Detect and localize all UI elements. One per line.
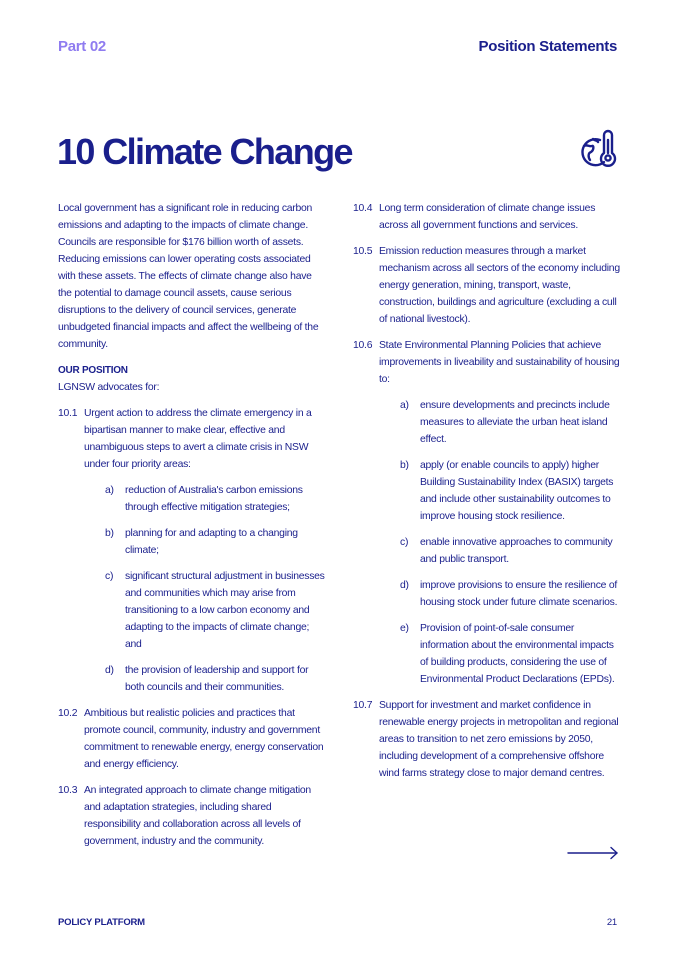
item-text: Long term consideration of climate change issues across all government functions and services. [379, 203, 596, 231]
sub-letter: e) [400, 623, 409, 634]
sub-item-d [105, 662, 326, 696]
item-number: 10.3 [58, 785, 78, 796]
item-number: 10.5 [353, 246, 373, 257]
item-text: Emission reduction measures through a market mechanism across all sectors of the economy including energy generation, mining, transport, waste, construction, buildings and agriculture (excluding a cull of national livestock). [379, 246, 620, 325]
item-text: Support for investment and market confidence in renewable energy projects in metropolitan and regional areas to transition to net zero emissions by 2050, including development of a comprehensive offshore wind farms strategy close to major demand centres. [379, 700, 619, 779]
sub-letter: d) [105, 665, 114, 676]
item-10-4 [353, 200, 623, 234]
sub-letter: c) [400, 537, 409, 548]
position-heading: OUR POSITION [58, 365, 128, 376]
item-text: State Environmental Planning Policies that achieve improvements in liveability and sustainability of housing to: [379, 340, 620, 385]
sub-letter: b) [400, 460, 409, 471]
left-column [58, 200, 326, 859]
item-10-5 [353, 243, 623, 328]
sub-letter: b) [105, 528, 114, 539]
item-10-1 [58, 405, 326, 696]
sub-letter: a) [105, 485, 114, 496]
item-number: 10.1 [58, 408, 78, 419]
sub-item-b [105, 525, 326, 559]
item-number: 10.4 [353, 203, 373, 214]
item-number: 10.2 [58, 708, 78, 719]
sub-item-d [400, 577, 623, 611]
sub-item-b [400, 457, 623, 525]
sub-item-a [105, 482, 326, 516]
sub-text: ensure developments and precincts include measures to alleviate the urban heat island effect. [420, 400, 610, 445]
sub-text: improve provisions to ensure the resilience of housing stock under future climate scenarios. [420, 580, 618, 608]
item-text: Urgent action to address the climate emergency in a bipartisan manner to make clear, effective and unambiguous steps to avert a climate crisis in NSW under four priority areas: [84, 408, 312, 470]
sub-text: significant structural adjustment in businesses and communities which may arise from transitioning to a low carbon economy and adapting to the impacts of climate change; and [125, 571, 325, 650]
item-10-7 [353, 697, 623, 782]
footer-label: POLICY PLATFORM [58, 917, 145, 928]
intro-paragraph: Local government has a significant role in reducing carbon emissions and adapting to the impacts of climate change. Councils are responsible for $176 billion worth of assets. Reducing emissions can lower operating costs associated with these assets. The effects of climate change also have the potential to damage council assets, cause serious disruptions to the delivery of council services, generate unbudgeted financial impacts and affect the wellbeing of the community. [58, 203, 319, 350]
sub-item-e [400, 620, 623, 688]
item-text: An integrated approach to climate change mitigation and adaptation strategies, including shared responsibility and collaboration across all levels of government, industry and the community. [84, 785, 311, 847]
sub-letter: a) [400, 400, 409, 411]
sub-text: reduction of Australia's carbon emissions through effective mitigation strategies; [125, 485, 303, 513]
sub-item-c [400, 534, 623, 568]
page-title: 10 Climate Change [57, 131, 352, 172]
item-number: 10.7 [353, 700, 373, 711]
item-text: Ambitious but realistic policies and practices that promote council, community, industry and government commitment to renewable energy, energy conservation and energy efficiency. [84, 708, 324, 770]
sub-letter: c) [105, 571, 114, 582]
item-10-6 [353, 337, 623, 688]
page-number: 21 [606, 917, 617, 928]
globe-thermometer-icon [578, 129, 618, 169]
sub-text: enable innovative approaches to community and public transport. [420, 537, 613, 565]
sub-text: the provision of leadership and support for both councils and their communities. [125, 665, 309, 693]
sub-text: Provision of point-of-sale consumer information about the environmental impacts of building products, considering the use of Environmental Product Declarations (EPDs). [420, 623, 615, 685]
sub-item-c [105, 568, 326, 653]
part-label: Part 02 [58, 38, 106, 55]
section-label: Position Statements [478, 38, 617, 55]
item-number: 10.6 [353, 340, 373, 351]
sub-text: planning for and adapting to a changing climate; [125, 528, 298, 556]
right-column [353, 200, 623, 791]
item-10-3 [58, 782, 326, 850]
item-10-2 [58, 705, 326, 773]
sub-letter: d) [400, 580, 409, 591]
next-page-arrow-icon[interactable] [567, 846, 619, 860]
advocates-line: LGNSW advocates for: [58, 382, 160, 393]
sub-item-a [400, 397, 623, 448]
sub-text: apply (or enable councils to apply) higher Building Sustainability Index (BASIX) targets and include other sustainability outcomes to improve housing stock resilience. [420, 460, 614, 522]
